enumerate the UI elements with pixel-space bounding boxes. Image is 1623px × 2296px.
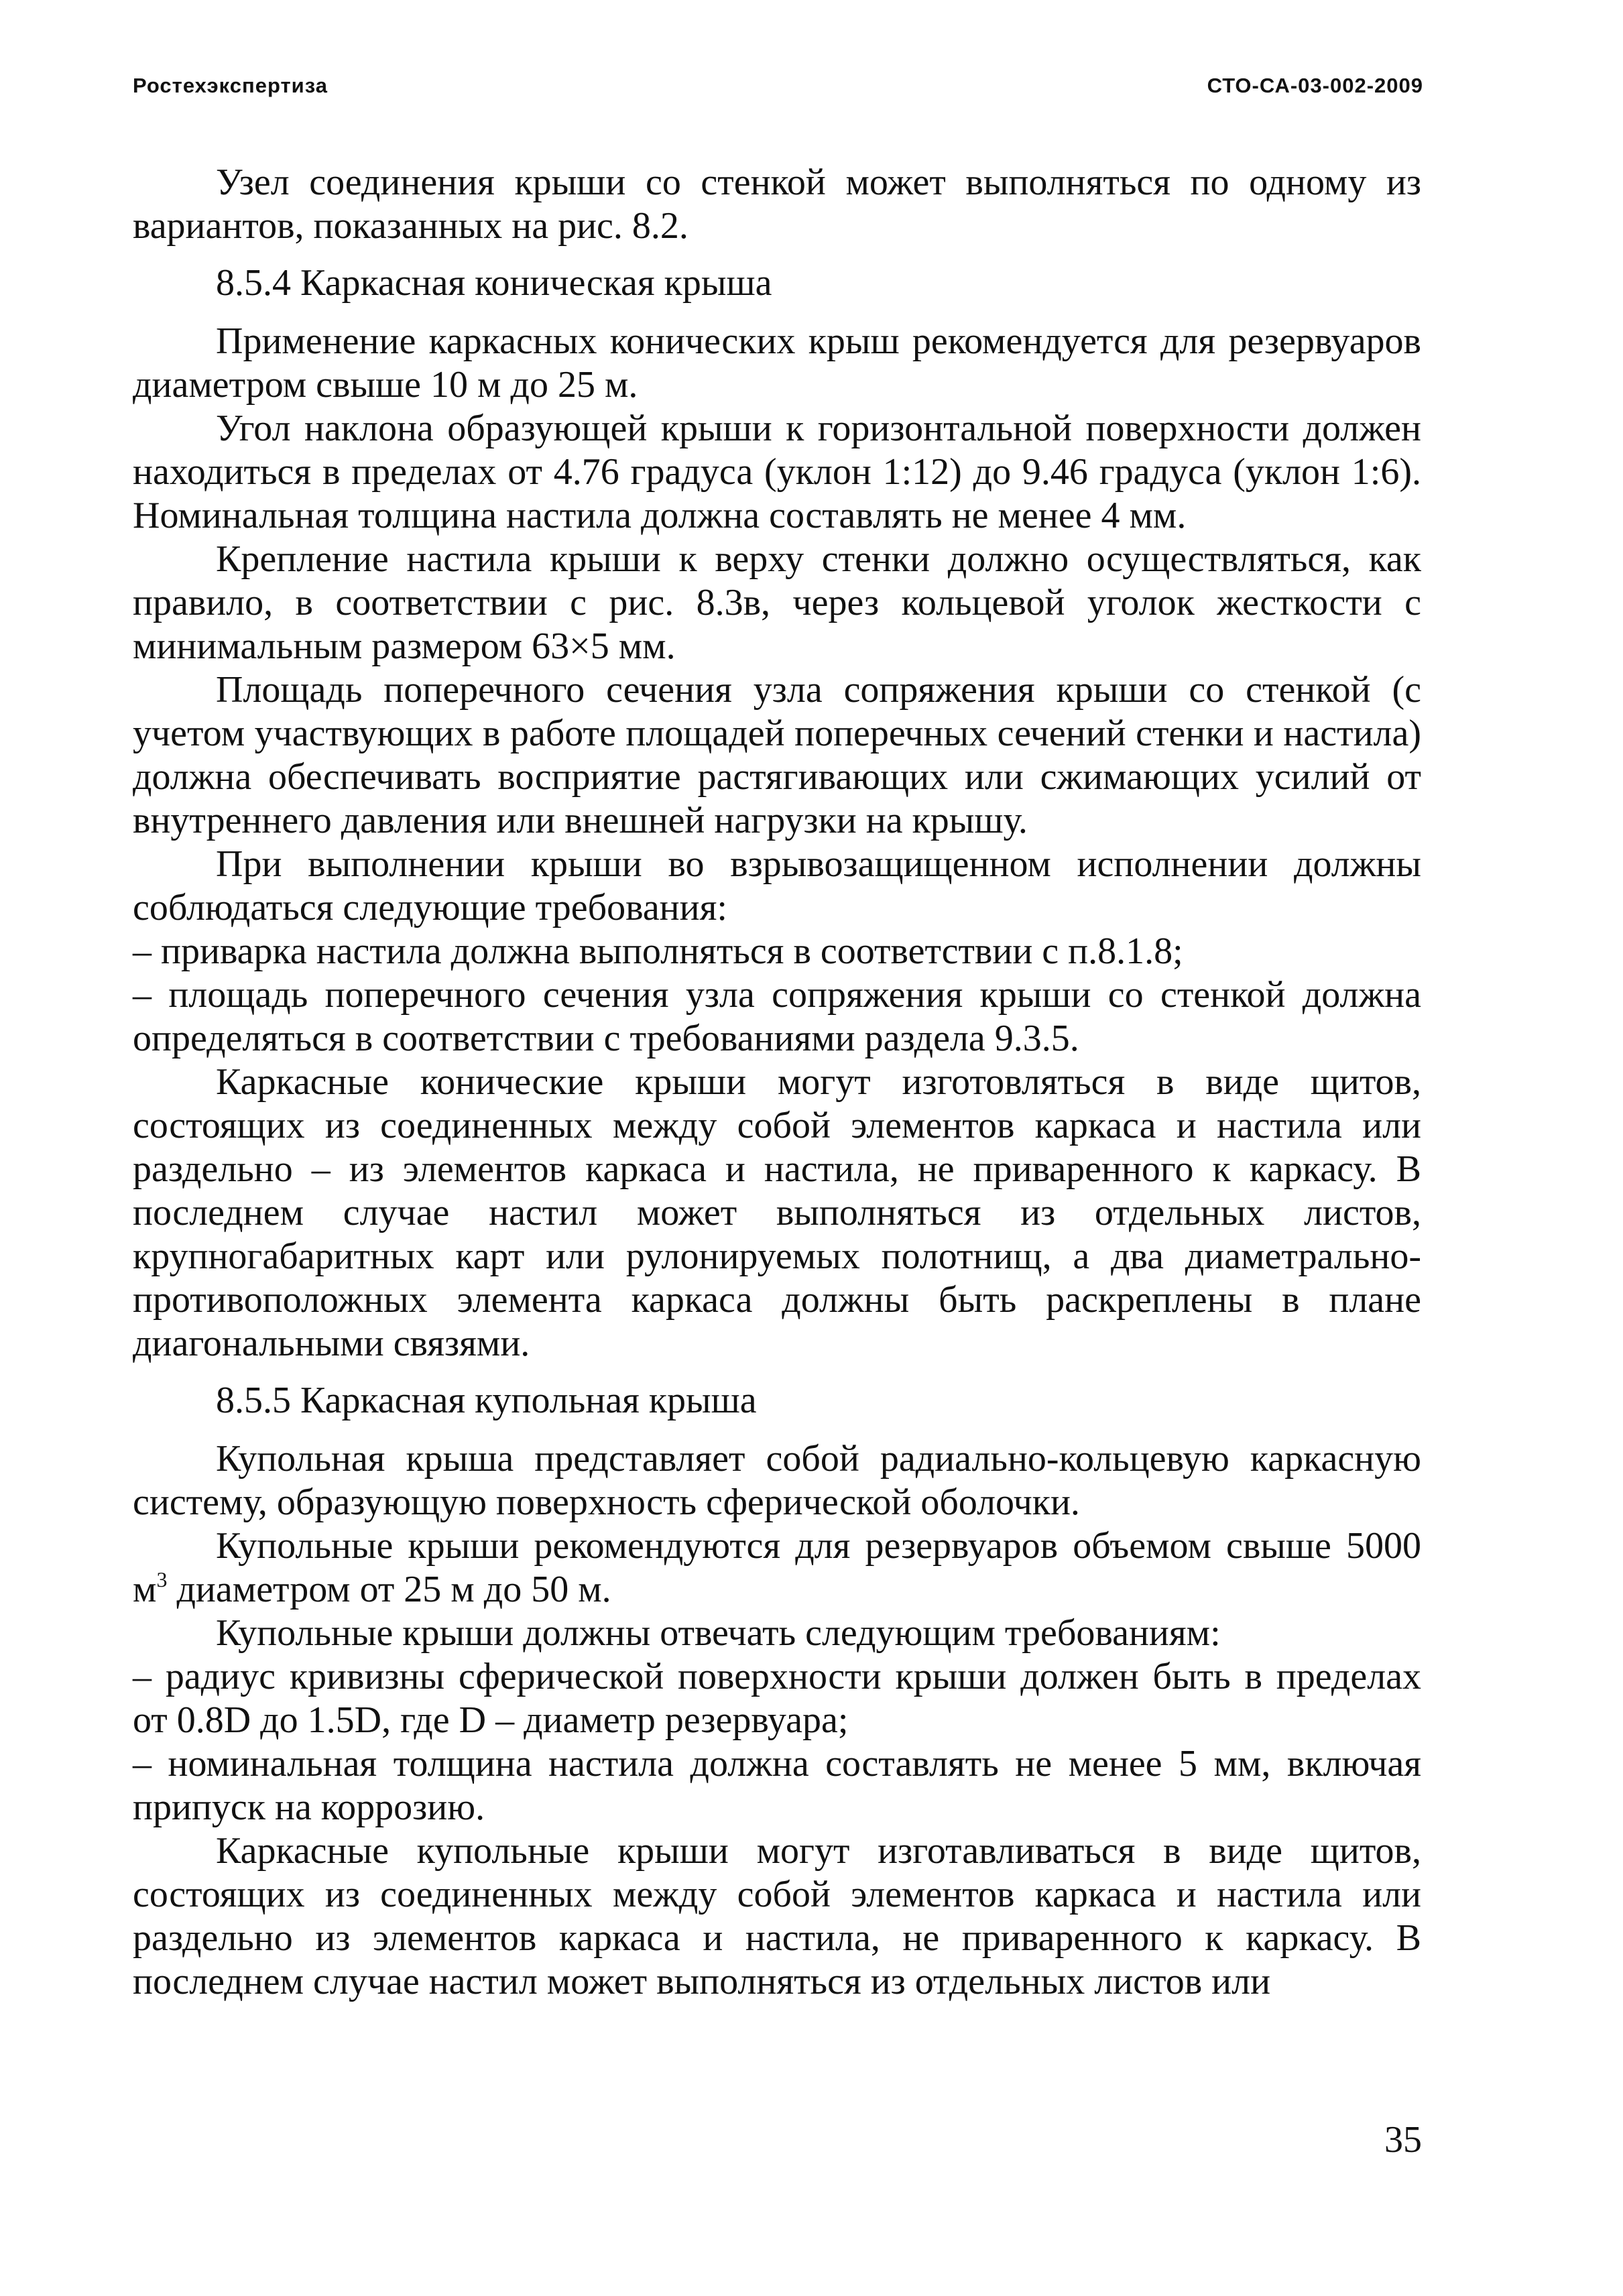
paragraph: При выполнении крыши во взрывозащищенном исполнении должны соблюдаться следующие требования:: [133, 843, 1421, 928]
list-item: – радиус кривизны сферической поверхности крыши должен быть в пределах от 0.8D до 1.5D, где D – диаметр резервуара;: [133, 1656, 1421, 1741]
paragraph: Угол наклона образующей крыши к горизонтальной поверхности должен находиться в пределах от 4.76 градуса (уклон 1:12) до 9.46 градуса (уклон 1:6). Номинальная толщина настила должна составлять не менее 4 мм.: [133, 408, 1421, 536]
list-item: – приварка настила должна выполняться в соответствии с п.8.1.8;: [133, 930, 1183, 972]
page-header: [133, 74, 1423, 106]
paragraph: Каркасные купольные крыши могут изготавливаться в виде щитов, состоящих из соединенных между собой элементов каркаса и настила или раздельно из элементов каркаса и настила, не приваренного к каркасу. В последнем случае настил может выполняться из отдельных листов или: [133, 1830, 1421, 2002]
superscript: 3: [156, 1567, 168, 1591]
paragraph-text: Купольные крыши рекомендуются для резервуаров объемом свыше 5000 м: [133, 1525, 1421, 1610]
paragraph: Узел соединения крыши со стенкой может выполняться по одному из вариантов, показанных на рис. 8.2.: [133, 162, 1421, 247]
header-document-code: СТО-СА-03-002-2009: [1207, 74, 1423, 97]
section-heading-8-5-5: 8.5.5 Каркасная купольная крыша: [216, 1380, 757, 1421]
list-item: – номинальная толщина настила должна составлять не менее 5 мм, включая припуск на коррозию.: [133, 1743, 1421, 1828]
header-organization: Ростехэкспертиза: [133, 74, 328, 97]
paragraph: Каркасные конические крыши могут изготовляться в виде щитов, состоящих из соединенных между собой элементов каркаса и настила или раздельно – из элементов каркаса и настила, не приваренного к каркасу. В последнем случае настил может выполняться из отдельных листов, крупногабаритных карт или рулонируемых полотнищ, а два диаметрально-противоположных элемента каркаса должны быть раскреплены в плане диагональными связями.: [133, 1061, 1421, 1364]
paragraph: [133, 1524, 1421, 1612]
paragraph: Крепление настила крыши к верху стенки должно осуществляться, как правило, в соответствии с рис. 8.3в, через кольцевой уголок жесткости с минимальным размером 63×5 мм.: [133, 538, 1421, 667]
document-body: [133, 161, 1421, 2004]
paragraph: Площадь поперечного сечения узла сопряжения крыши со стенкой (с учетом участвующих в работе площадей поперечных сечений стенки и настила) должна обеспечивать восприятие растягивающих или сжимающих усилий от внутреннего давления или внешней нагрузки на крышу.: [133, 669, 1421, 841]
paragraph: Купольная крыша представляет собой радиально-кольцевую каркасную систему, образующую поверхность сферической оболочки.: [133, 1438, 1421, 1523]
section-heading-8-5-4: 8.5.4 Каркасная коническая крыша: [216, 262, 772, 304]
paragraph: Купольные крыши должны отвечать следующим требованиям:: [216, 1612, 1221, 1654]
paragraph: Применение каркасных конических крыш рекомендуется для резервуаров диаметром свыше 10 м до 25 м.: [133, 320, 1421, 406]
list-item: – площадь поперечного сечения узла сопряжения крыши со стенкой должна определяться в соответствии с требованиями раздела 9.3.5.: [133, 974, 1421, 1059]
page-number: 35: [1384, 2119, 1422, 2161]
paragraph-text: диаметром от 25 м до 50 м.: [167, 1569, 611, 1610]
